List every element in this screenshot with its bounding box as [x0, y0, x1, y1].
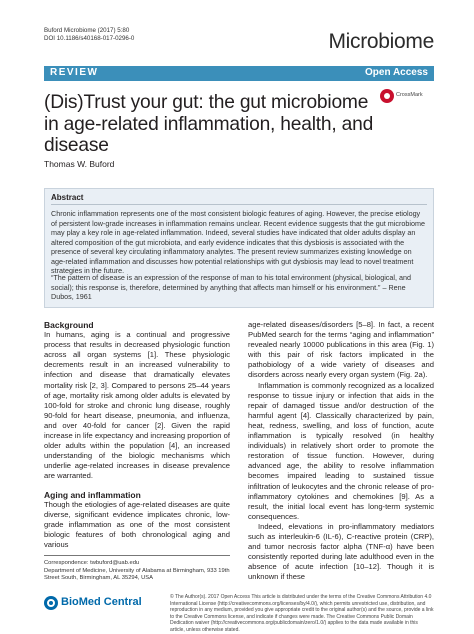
author-affiliation: Department of Medicine, University of Alabama at Birmingham, 933 19th Street South, Birmingham, AL 35294, USA: [44, 567, 230, 582]
article-title: (Dis)Trust your gut: the gut microbiome in age-related inflammation, health, and disease: [44, 92, 374, 156]
aging-paragraph: Though the etiologies of age-related diseases are quite diverse, significant evidence implicates chronic, low-grade inflammation as one of the most consistent biologic features of both chronological aging and various: [44, 499, 230, 549]
crossmark-label: CrossMark: [396, 92, 423, 98]
biomed-central-icon: [44, 596, 58, 610]
license-text: © The Author(s). 2017 Open Access This article is distributed under the terms of the Creative Commons Attribution 4.0 International License (http://creativecommons.org/licenses/by/4.0/), which permits unrestricted use, distribution, and reproduction in any medium, provided you give appropriate credit to the original author(s) and the source, provide a link to the Creative Commons license, and indicate if changes were made. The Creative Commons Public Domain Dedication waiver (http://creativecommons.org/publicdomain/zero/1.0/) applies to the data made available in this article, unless otherwise stated.: [170, 594, 434, 633]
abstract-heading: Abstract: [51, 193, 84, 202]
correspondence-email[interactable]: Correspondence: twbuford@uab.edu: [44, 560, 140, 566]
right-column: [248, 320, 434, 582]
citation-doi: DOI 10.1186/s40168-017-0296-0: [44, 35, 135, 42]
author-name: Thomas W. Buford: [44, 159, 115, 169]
background-heading: Background: [44, 320, 94, 330]
crossmark-icon: [380, 89, 394, 103]
citation-journal-volume: Buford Microbiome (2017) 5:80: [44, 27, 130, 34]
correspondence-footnote: [44, 560, 230, 583]
background-paragraph: In humans, aging is a continual and progressive process that results in decreased physiologic function across all organ systems [1]. These physiologic decrements result in an increased vulnerability to infection and disease that dramatically elevates mortality risk [2, 3]. Compared to persons 25–44 years of age, mortality risk among older adults is elevated by 100-fold for stroke and chronic lung disease, roughly 90-fold for heart disease, pneumonia, and influenza, and over 40-fold for cancer [2]. Given the rapid increase in life expectancy and increasing proportion of older adults within the population [4], an increased understanding of the biologic mechanisms which underlie age-related increases in disease prevalence are warranted.: [44, 330, 230, 481]
journal-name: Microbiome: [328, 30, 434, 53]
open-access-label[interactable]: Open Access: [365, 67, 428, 78]
right-paragraph-1: age-related diseases/disorders [5–8]. In fact, a recent PubMed search for the terms “aging and inflammation” revealed nearly 10000 publications in this area (Fig. 1) with this pair of risk factors implicated in the pathobiology of a wide variety of diseases and disorders across nearly every organ system (Fig. 2a).: [248, 320, 434, 380]
article-type-banner: [44, 66, 434, 81]
abstract-body: Chronic inflammation represents one of the most consistent biologic features of aging. However, the precise etiology of persistent low-grade increases in inflammation remains unclear. Recent evidence suggests that the gut microbiome may play a key role in age-related inflammation. Indeed, several studies have indicated that older adults display an altered composition of the gut microbiota, and early evidence indicates that this dysbiosis is associated with the presence of several key circulating inflammatory analytes. The present review summarizes existing knowledge on age-related inflammation and discusses how potential relationships with gut dysbiosis may lead to novel treatment strategies in the future.: [51, 209, 425, 275]
right-paragraph-3: Indeed, elevations in pro-inflammatory mediators such as interleukin-6 (IL-6), C-reactive protein (CRP), and tumor necrosis factor alpha (TNF-α) have been consistently reported during late adulthood even in the absence of acute infection [10–12]. Though it is unknown if these: [248, 521, 434, 582]
abstract-box: [44, 188, 434, 308]
publisher-logo: [44, 596, 164, 610]
crossmark-badge[interactable]: [380, 88, 436, 108]
article-type: REVIEW: [50, 67, 99, 78]
footnote-divider: [44, 555, 230, 556]
publisher-name: BioMed Central: [61, 596, 142, 608]
left-column: [44, 320, 230, 550]
abstract-divider: [51, 204, 427, 205]
aging-heading: Aging and inflammation: [44, 489, 141, 500]
right-paragraph-2: Inflammation is commonly recognized as a localized response to tissue injury or infection that aids in the repair of damaged tissue and/or destruction of the harmful agent [4]. Classically characterized by pain, heat, redness, swelling, and loss of function, acute inflammation is typically resolved (in healthy individuals) in relatively short order to promote the restoration of tissue function. However, during advanced age, the ability to resolve inflammation becomes impaired leading to sustained tissue infiltration of leukocytes and the chronic release of pro-inflammatory cytokines and chemokines [9]. As a result, the initial local event has long-term systemic consequences.: [248, 380, 434, 521]
abstract-quote: “The pattern of disease is an expression of the response of man to his total environment (physical, biological, and social); this response is, therefore, determined by anything that affects man himself or his environment.” – Rene Dubos, 1961: [51, 273, 411, 301]
citation: [44, 27, 134, 43]
